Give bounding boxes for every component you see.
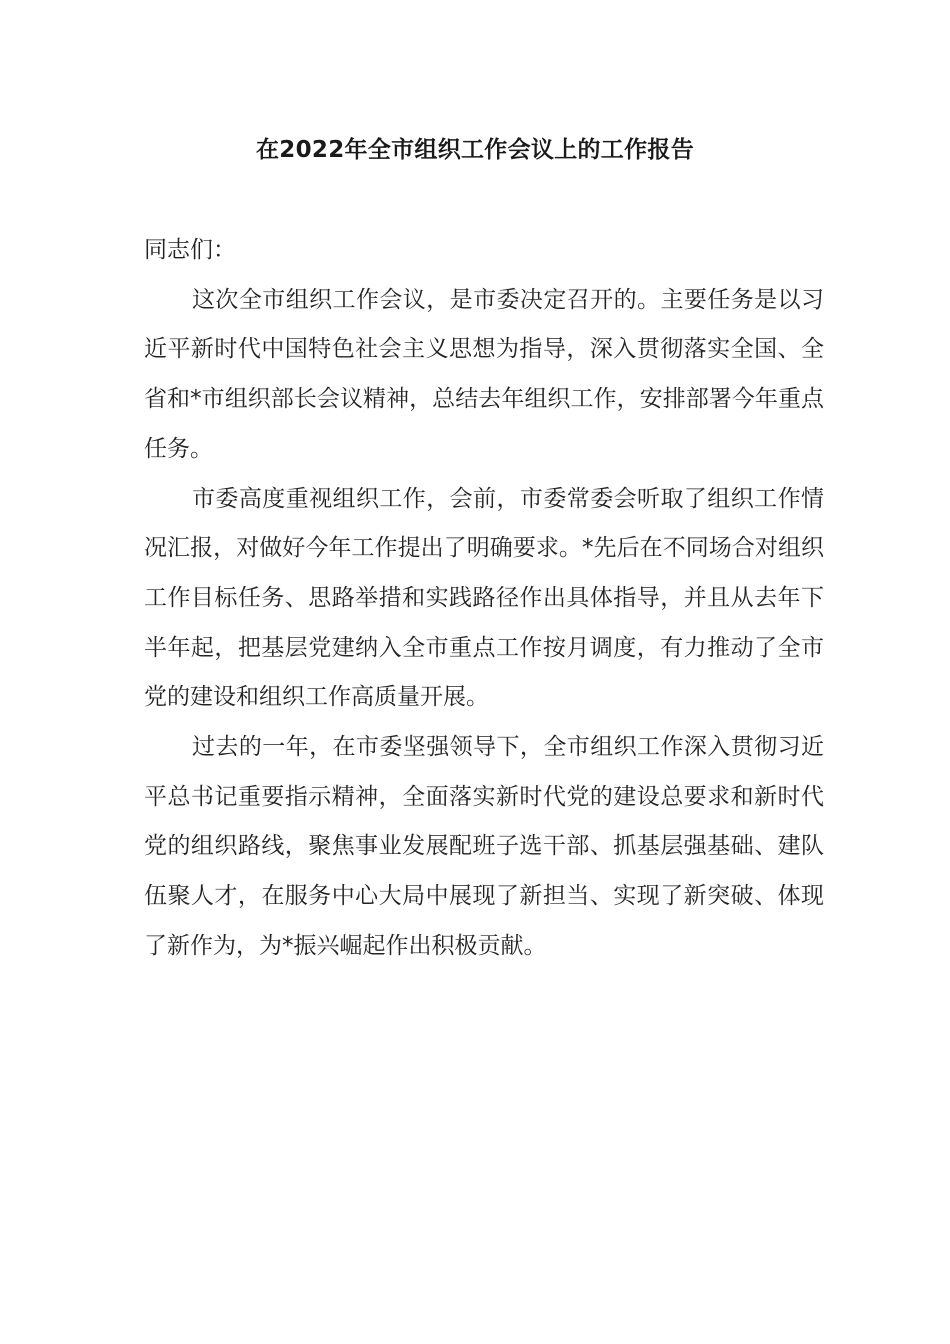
salutation: 同志们：	[144, 237, 236, 263]
paragraph-2: 市委高度重视组织工作，会前，市委常委会听取了组织工作情况汇报，对做好今年工作提出了明确要求。*先后在不同场合对组织工作目标任务、思路举措和实践路径作出具体指导，并且从去年下半年起，把基层党建纳入全市重点工作按月调度，有力推动了全市党的建设和组织工作高质量开展。	[144, 485, 824, 711]
document-title: 在2022年全市组织工作会议上的工作报告	[255, 137, 694, 163]
document-body	[144, 226, 824, 972]
paragraph-1: 这次全市组织工作会议，是市委决定召开的。主要任务是以习近平新时代中国特色社会主义思想为指导，深入贯彻落实全国、全省和*市组织部长会议精神，总结去年组织工作，安排部署今年重点任务。	[144, 286, 824, 462]
paragraph-3: 过去的一年，在市委坚强领导下，全市组织工作深入贯彻习近平总书记重要指示精神，全面落实新时代党的建设总要求和新时代党的组织路线，聚焦事业发展配班子选干部、抓基层强基础、建队伍聚人才，在服务中心大局中展现了新担当、实现了新突破、体现了新作为，为*振兴崛起作出积极贡献。	[144, 734, 824, 959]
